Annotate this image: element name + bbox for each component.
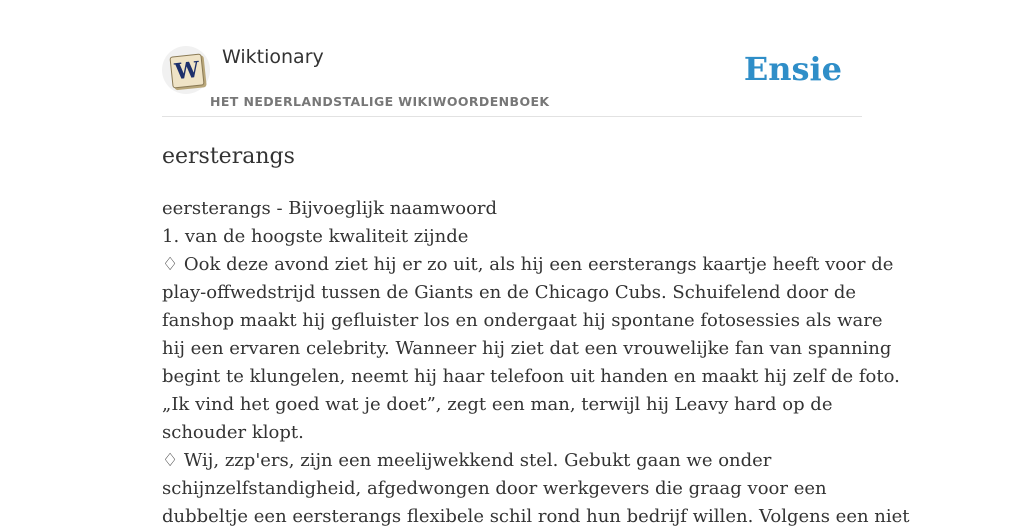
site-header (162, 0, 862, 117)
example-1-line: fanshop maakt hij gefluister los en ondergaat hij spontane fotosessies als ware (162, 310, 883, 331)
example-2-line: ♢ Wij, zzp'ers, zijn een meelijwekkend stel. Gebukt gaan we onder (162, 450, 772, 471)
wiktionary-logo[interactable] (162, 46, 210, 94)
example-1-line: begint te klungelen, neemt hij haar telefoon uit handen en maakt hij zelf de foto. (162, 366, 900, 387)
entry-content (162, 195, 910, 531)
page-title: eersterangs (162, 144, 295, 169)
site-name[interactable]: Wiktionary (222, 46, 324, 68)
example-1-line: schouder klopt. (162, 422, 304, 443)
ensie-brand-logo[interactable]: Ensie (743, 50, 842, 88)
example-1-line: ♢ Ook deze avond ziet hij er zo uit, als hij een eersterangs kaartje heeft voor de (162, 254, 894, 275)
site-tagline: HET NEDERLANDSTALIGE WIKIWOORDENBOEK (210, 94, 550, 109)
entry-heading: eersterangs - Bijvoeglijk naamwoord (162, 198, 498, 219)
example-1-line: play-offwedstrijd tussen de Giants en de Chicago Cubs. Schuifelend door de (162, 282, 857, 303)
wiktionary-logo-icon: W (169, 53, 204, 88)
page-container (162, 0, 910, 531)
example-2-line: schijnzelfstandigheid, afgedwongen door werkgevers die graag voor een (162, 478, 827, 499)
example-1-line: „Ik vind het goed wat je doet”, zegt een man, terwijl hij Leavy hard op de (162, 394, 833, 415)
example-2-line: dubbeltje een eersterangs flexibele schil rond hun bedrijf willen. Volgens een niet (162, 506, 910, 527)
entry-definition: 1. van de hoogste kwaliteit zijnde (162, 226, 469, 247)
example-1-line: hij een ervaren celebrity. Wanneer hij ziet dat een vrouwelijke fan van spanning (162, 338, 892, 359)
